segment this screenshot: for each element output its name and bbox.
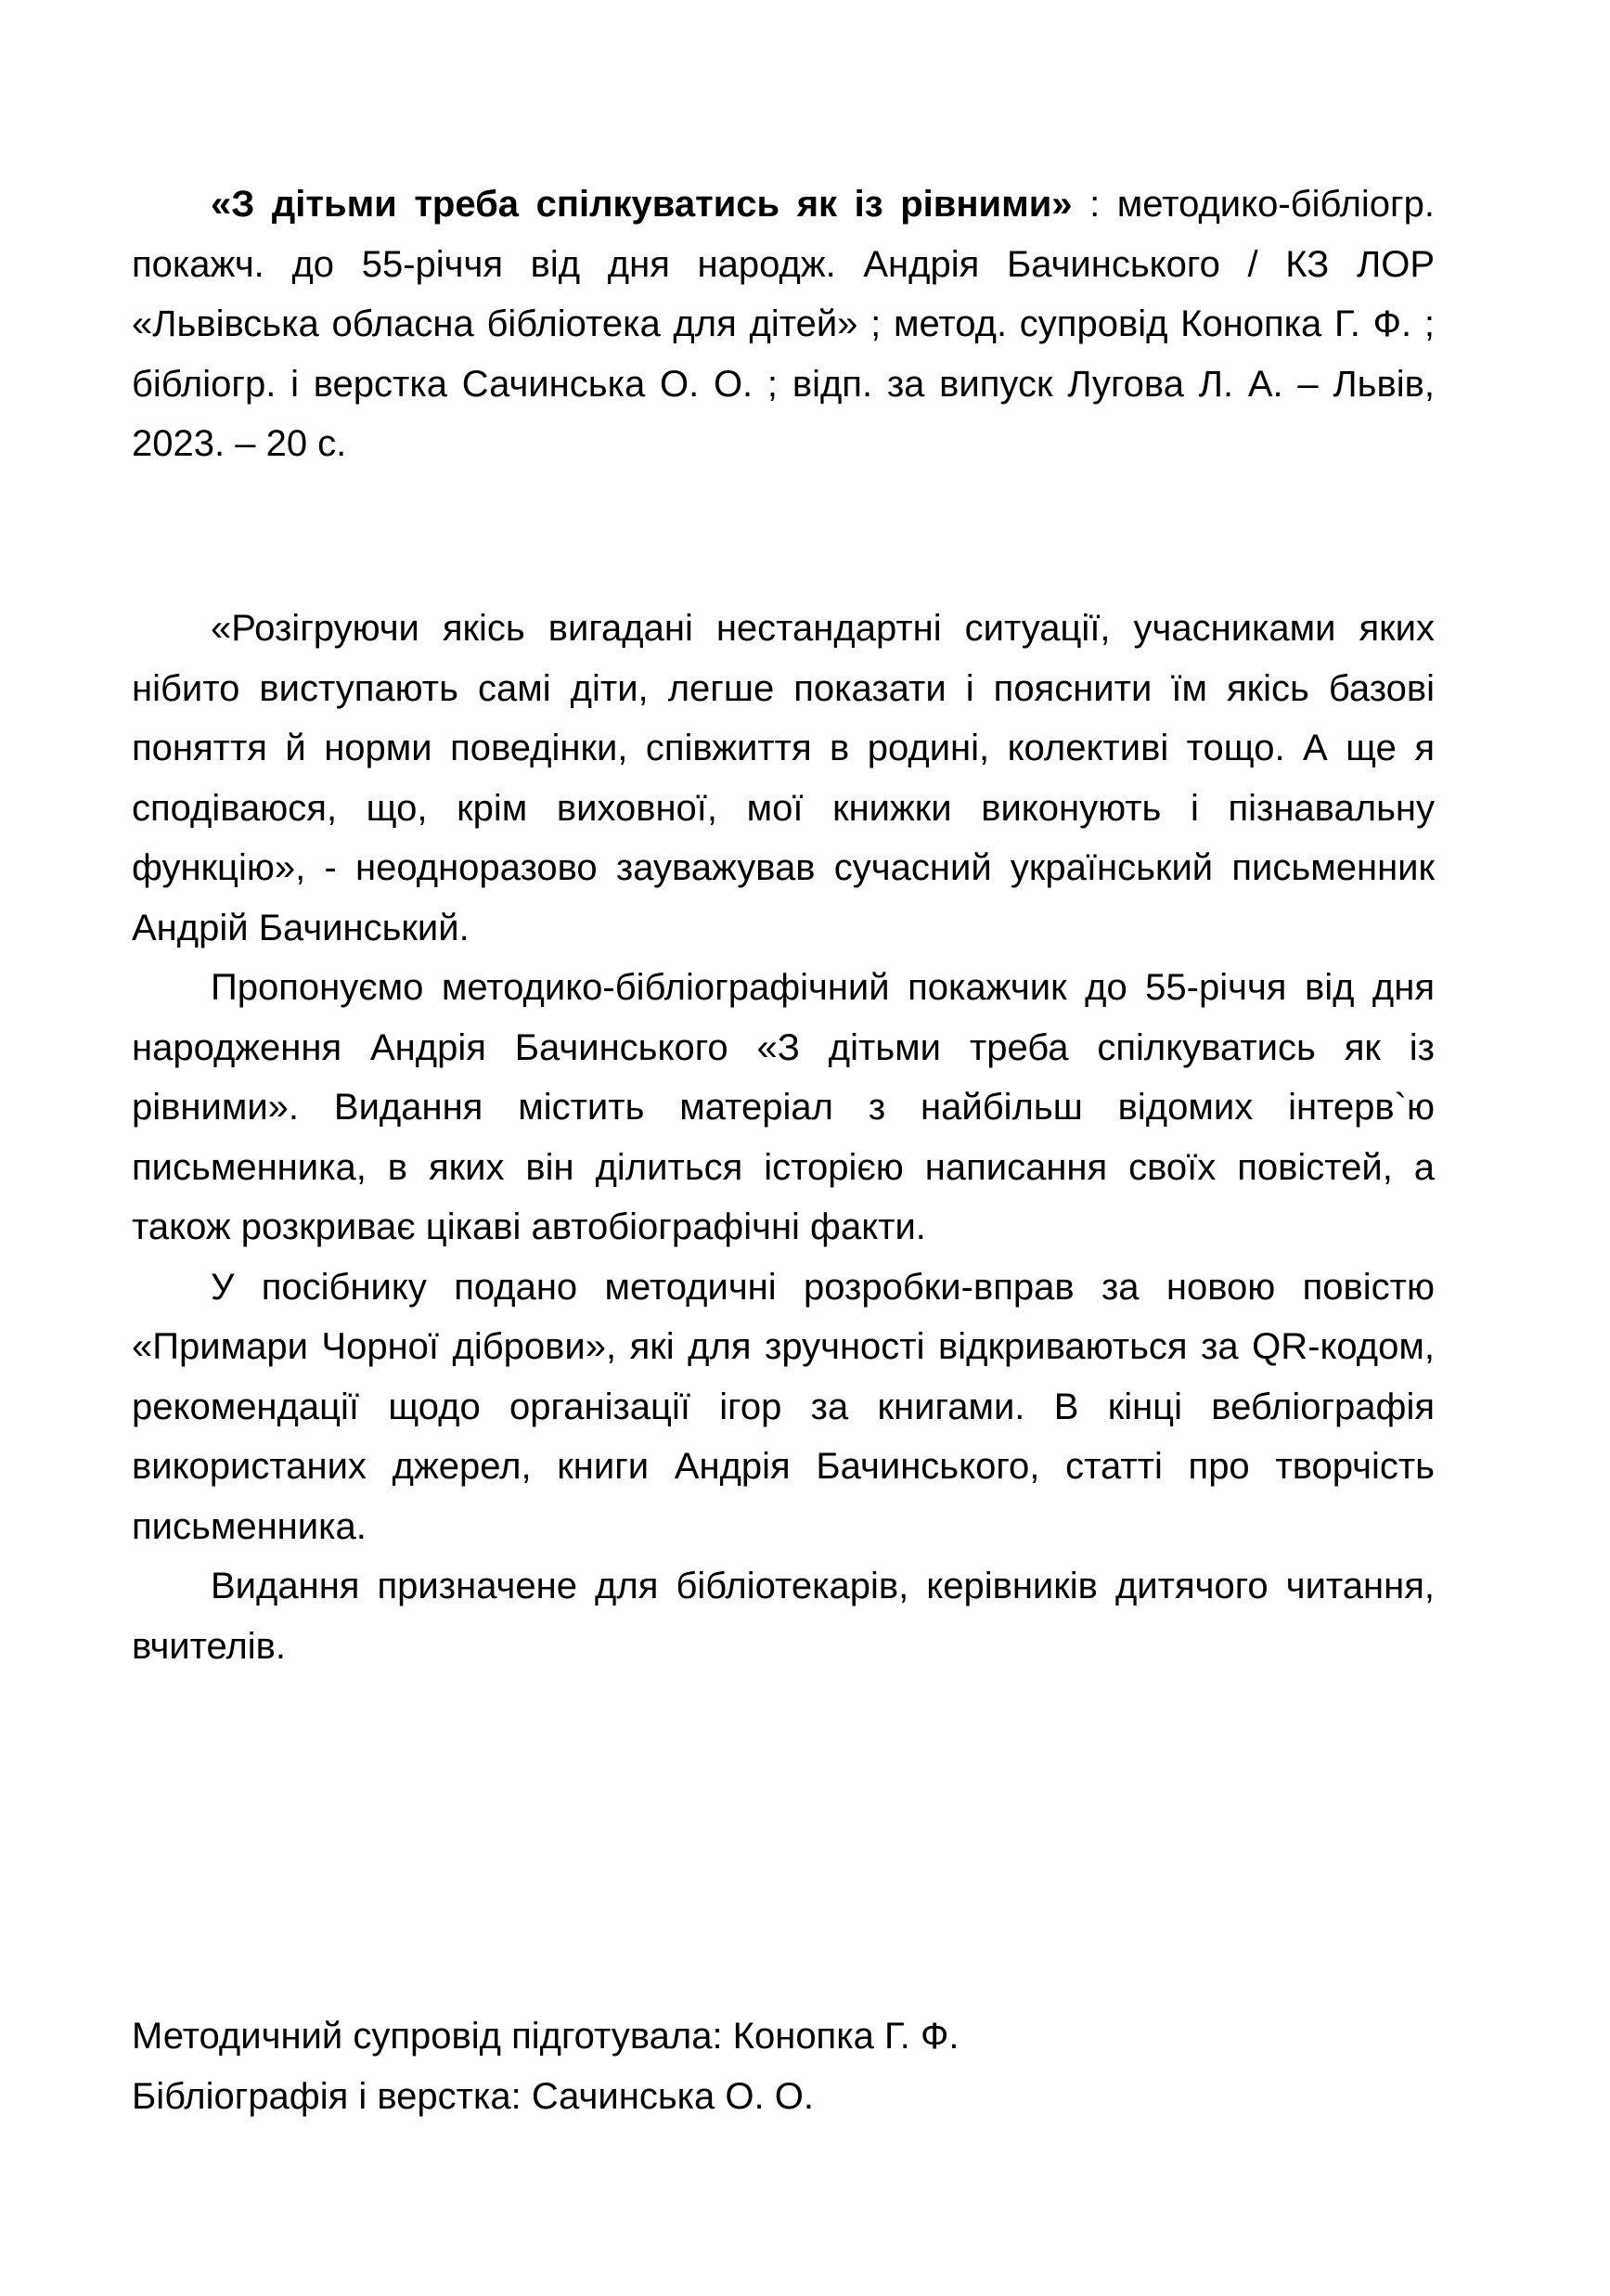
annotation-paragraph-offer: Пропонуємо методико-бібліографічний покажчик до 55-річчя від дня народження Андрія Бачинського «З дітьми треба спілкуватись як із рівними». Видання містить матеріал з найбільш відомих інтерв`ю письменника, в яких він ділиться історією написання своїх повістей, а також розкриває цікаві автобіографічні факти. bbox=[132, 967, 1435, 1247]
annotation-paragraph-contents: У посібнику подано методичні розробки-вправ за новою повістю «Примари Чорної діброви», які для зручності відкриваються за QR-кодом, рекомендації щодо організації ігор за книгами. В кінці вебліографія використаних джерел, книги Андрія Бачинського, статті про творчість письменника. bbox=[132, 1266, 1435, 1547]
bibliographic-record bbox=[132, 174, 1435, 474]
annotation bbox=[132, 599, 1435, 1676]
bibliographic-record-paragraph bbox=[132, 174, 1435, 474]
book-title: «З дітьми треба спілкуватись як із рівними» bbox=[211, 184, 1073, 225]
credits bbox=[132, 2006, 1435, 2126]
bibliographic-details: : методико-бібліогр. покажч. до 55-річчя від дня народж. Андрія Бачинського / КЗ ЛОР «Львівська обласна бібліотека для дітей» ; метод. супровід Конопка Г. Ф. ; бібліогр. і верстка Сачинська О. О. ; відп. за випуск Лугова Л. А. – Львів, 2023. – 20 с. bbox=[132, 184, 1435, 464]
credit-bibliography-layout: Бібліографія і верстка: Сачинська О. О. bbox=[132, 2075, 814, 2117]
credit-methodical-support: Методичний супровід підготувала: Конопка Г. Ф. bbox=[132, 2016, 960, 2057]
annotation-paragraph-quote: «Розігруючи якісь вигадані нестандартні ситуації, учасниками яких нібито виступають самі діти, легше показати і пояснити їм якісь базові поняття й норми поведінки, співжиття в родині, колективі тощо. А ще я сподіваюся, що, крім виховної, мої книжки виконують і пізнавальну функцію», - неодноразово зауважував сучасний український письменник Андрій Бачинський. bbox=[132, 608, 1435, 948]
annotation-paragraph-audience: Видання призначене для бібліотекарів, керівників дитячого читання, вчителів. bbox=[132, 1566, 1435, 1667]
